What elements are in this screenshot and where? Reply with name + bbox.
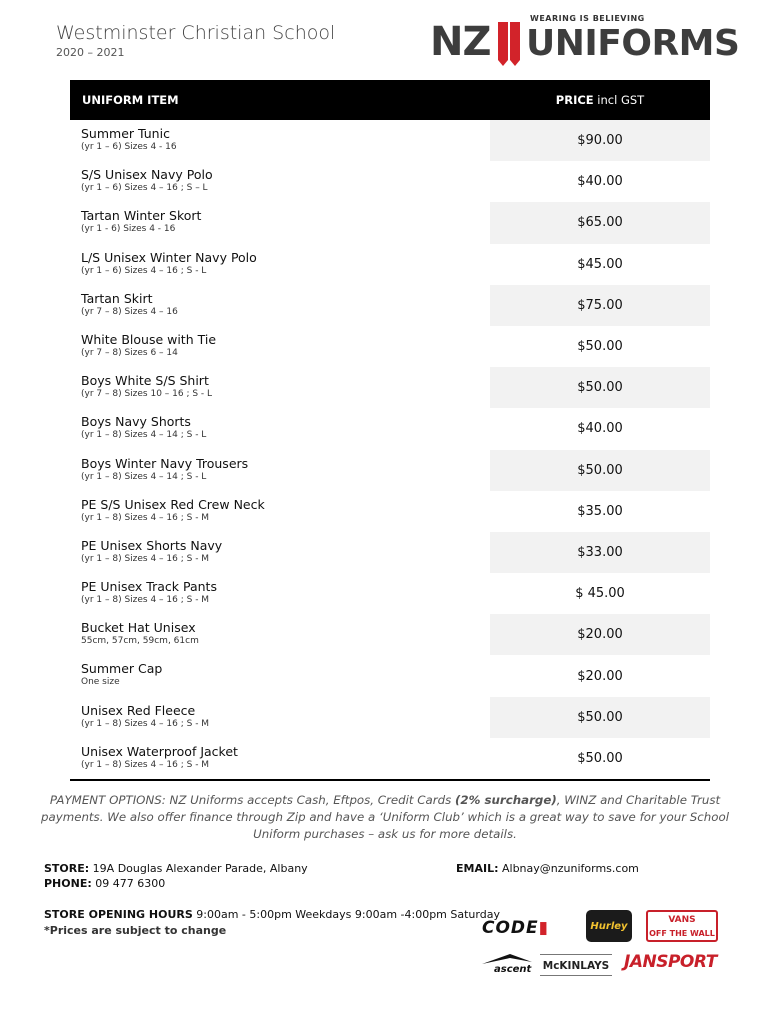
payment-text-2: , WINZ and Charitable Trust payments. We also offer finance through Zip and have a ‘Uniform Club’ which is a great way to save for your School Uniform purchases – ask us for more details. [41,793,729,841]
store-label: STORE: [44,862,90,875]
payment-surcharge: (2% surcharge) [454,793,557,807]
store-email [456,862,639,875]
brand-mckinlays [540,954,612,976]
item-price: $35.00 [490,491,710,532]
item-price: $33.00 [490,532,710,573]
nz-uniforms-logo [430,12,740,70]
item-price: $45.00 [490,244,710,285]
hours-value: 9:00am - 5:00pm Weekdays 9:00am -4:00pm Saturday [196,908,500,921]
table-row [70,408,710,449]
price-note: *Prices are subject to change [44,924,227,937]
table-row [70,532,710,573]
school-name: Westminster Christian School [56,22,336,44]
item-name: Boys Navy Shorts [81,414,191,430]
table-row [70,697,710,738]
table-row [70,614,710,655]
table-row [70,202,710,243]
brand-ascent [480,952,534,976]
table-row [70,244,710,285]
item-sizes: (yr 1 – 6) Sizes 4 – 16 ; S - L [81,265,207,276]
item-name: Summer Cap [81,661,163,677]
header-uniform-item: UNIFORM ITEM [82,93,179,107]
logo-tagline: WEARING IS BELIEVING [530,14,645,23]
payment-options [40,792,730,843]
item-cell [70,450,490,491]
item-cell [70,573,490,614]
item-cell [70,120,490,161]
item-sizes: (yr 7 – 8) Sizes 6 – 14 [81,347,178,358]
phone-label: PHONE: [44,877,92,890]
table-header [70,80,710,120]
table-row [70,491,710,532]
item-name: Unisex Red Fleece [81,702,196,718]
brand-jansport [624,952,717,972]
brand-hurley-text: Hurley [590,920,628,932]
item-name: Tartan Skirt [81,290,153,306]
email-value: Albnay@nzuniforms.com [501,862,639,875]
item-price: $50.00 [490,738,710,779]
item-cell [70,326,490,367]
brand-mckinlays-text: McKINLAYS [542,960,610,972]
item-price: $50.00 [490,367,710,408]
item-sizes: One size [81,677,120,688]
table-row [70,326,710,367]
item-name: PE S/S Unisex Red Crew Neck [81,496,265,512]
school-year: 2020 – 2021 [56,46,125,59]
store-address [44,862,308,875]
table-bottom-rule [70,779,710,781]
header-price-sub: incl GST [597,93,645,107]
store-value: 19A Douglas Alexander Parade, Albany [92,862,308,875]
table-row [70,738,710,779]
item-sizes: (yr 1 – 8) Sizes 4 – 14 ; S - L [81,471,207,482]
table-row [70,161,710,202]
item-name: Boys Winter Navy Trousers [81,455,249,471]
item-name: White Blouse with Tie [81,331,217,347]
item-sizes: (yr 1 – 6) Sizes 4 - 16 [81,142,177,152]
item-cell [70,202,490,243]
brand-code-text: CODE [482,918,539,938]
item-cell [70,738,490,779]
hours-label: STORE OPENING HOURS [44,908,193,921]
item-price: $65.00 [490,202,710,243]
item-price: $50.00 [490,450,710,491]
brand-code-mark-icon: ▮ [538,918,550,938]
table-row [70,120,710,161]
brand-ascent-text: ascent [494,964,532,975]
table-row [70,573,710,614]
item-cell [70,161,490,202]
item-price: $40.00 [490,408,710,449]
item-sizes: (yr 1 – 8) Sizes 4 – 16 ; S - M [81,553,210,564]
item-name: L/S Unisex Winter Navy Polo [81,249,257,265]
item-cell [70,614,490,655]
brand-code [482,918,549,938]
item-price: $ 45.00 [490,573,710,614]
item-cell [70,655,490,696]
brand-logos [476,906,730,986]
item-sizes: (yr 1 – 6) Sizes 4 – 16 ; S – L [81,183,208,194]
email-label: EMAIL: [456,862,499,875]
item-price: $90.00 [490,120,710,161]
table-row [70,285,710,326]
item-name: Tartan Winter Skort [81,208,202,224]
item-name: Unisex Waterproof Jacket [81,743,238,759]
item-name: Bucket Hat Unisex [81,620,196,636]
item-sizes: (yr 1 – 8) Sizes 4 – 16 ; S - M [81,759,210,770]
item-sizes: 55cm, 57cm, 59cm, 61cm [81,636,199,647]
logo-nz-text: NZ [430,19,491,65]
logo-mark-icon [496,20,522,68]
brand-jansport-text: JANSPORT [624,952,717,972]
item-sizes: (yr 1 – 8) Sizes 4 – 16 ; S - M [81,595,210,606]
item-name: S/S Unisex Navy Polo [81,167,213,183]
item-sizes: (yr 1 – 8) Sizes 4 – 16 ; S - M [81,512,210,523]
item-name: PE Unisex Track Pants [81,579,217,595]
brand-vans-bottom: OFF THE WALL [649,929,715,938]
item-cell [70,408,490,449]
item-cell [70,697,490,738]
header-price-label: PRICE [555,93,594,107]
item-price: $75.00 [490,285,710,326]
store-phone [44,877,165,890]
item-price: $20.00 [490,655,710,696]
store-hours [44,908,500,921]
table-row [70,450,710,491]
phone-value: 09 477 6300 [95,877,166,890]
item-cell [70,367,490,408]
table-body [70,120,710,779]
item-sizes: (yr 1 – 8) Sizes 4 – 14 ; S - L [81,430,207,441]
item-price: $40.00 [490,161,710,202]
brand-vans [646,910,718,942]
logo-uniforms-text: UNIFORMS [526,23,740,64]
item-cell [70,491,490,532]
item-cell [70,285,490,326]
item-name: Summer Tunic [81,126,170,141]
item-sizes: (yr 1 - 6) Sizes 4 - 16 [81,224,176,235]
table-row [70,655,710,696]
item-sizes: (yr 7 – 8) Sizes 4 – 16 [81,306,178,317]
item-price: $50.00 [490,697,710,738]
header-price [490,93,710,107]
item-sizes: (yr 7 – 8) Sizes 10 – 16 ; S - L [81,389,213,400]
table-row [70,367,710,408]
brand-hurley [586,910,632,942]
item-name: PE Unisex Shorts Navy [81,537,223,553]
item-name: Boys White S/S Shirt [81,373,209,389]
item-price: $20.00 [490,614,710,655]
item-price: $50.00 [490,326,710,367]
uniform-price-table [70,80,710,781]
payment-text-1: PAYMENT OPTIONS: NZ Uniforms accepts Cash, Eftpos, Credit Cards [49,793,455,807]
brand-vans-top: VANS [668,915,696,925]
item-cell [70,244,490,285]
item-cell [70,532,490,573]
item-sizes: (yr 1 – 8) Sizes 4 – 16 ; S - M [81,718,210,729]
